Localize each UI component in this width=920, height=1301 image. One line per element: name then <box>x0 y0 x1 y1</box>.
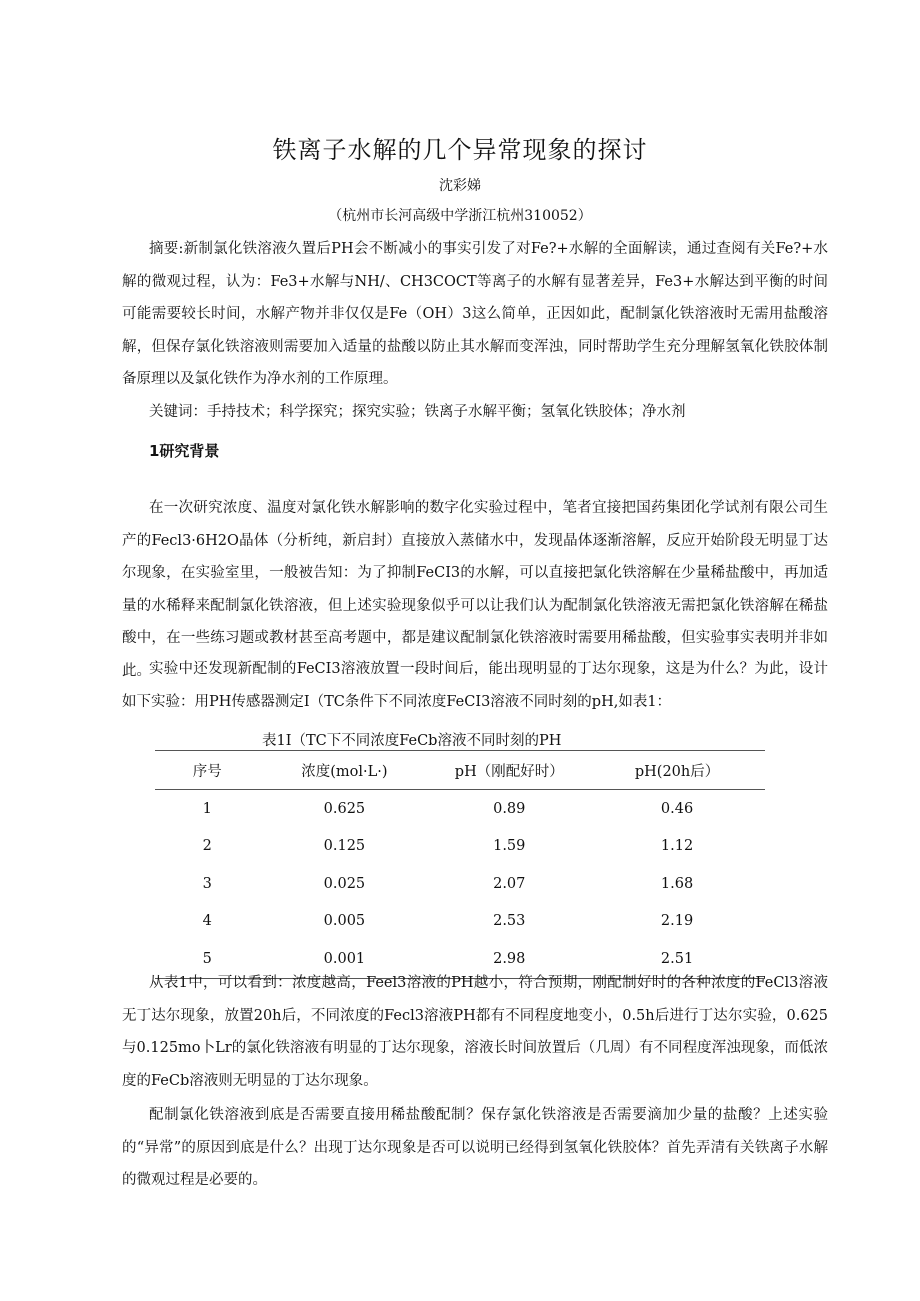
table-cell: 0.46 <box>660 800 694 817</box>
header-concentration: 浓度(mol·L·) <box>259 751 429 790</box>
ph-table <box>155 750 765 979</box>
table-cell: 0.625 <box>323 800 366 817</box>
paragraph-1: 在一次研究浓度、温度对氯化铁水解影响的数字化实验过程中，笔者宜接把国药集团化学试剂有限公司生产的Fecl3·6H2O晶体（分析纯，新启封）直接放入蒸储水中，发现晶体逐渐溶解，反应开始阶段无明显丁达尔现象，在实验室里，一般被告知：为了抑制FeCI3的水解，可以直接把氯化铁溶解在少量稀盐酸中，再加适量的水稀释来配制氯化铁溶液，但上述实验现象似乎可以让我们认为配制氯化铁溶液无需把氯化铁溶解在稀盐酸中，在一些练习题或教材甚至高考题中，都是建议配制氯化铁溶液时需要用稀盐酸，但实验事实表明并非如此。 <box>122 500 828 679</box>
header-ph-initial: pH（刚配好时） <box>429 751 589 790</box>
table-cell: 1 <box>202 800 212 817</box>
table-cell: 1.68 <box>660 875 694 892</box>
table-cell: 5 <box>155 940 259 978</box>
table-cell: 2 <box>202 838 212 855</box>
table-cell: 1.59 <box>493 838 526 855</box>
table-cell: 0.025 <box>323 875 366 892</box>
table-cell: 0.125 <box>323 838 366 855</box>
paragraph-3: 从表1中，可以看到：浓度越高，Feel3溶液的PH越小，符合预期，刚配制好时的各种浓度的FeCl3溶液无丁达尔现象，放置20h后，不同浓度的Fecl3溶液PH都有不同程度地变小，0.5h后进行丁达尔实验，0.625与0.125mo卜Lr的氯化铁溶液有明显的丁达尔现象，溶液长时间放置后（几周）有不同程度浑浊现象，而低浓度的FeCb溶液则无明显的丁达尔现象。 <box>122 975 828 1089</box>
table-row <box>155 828 765 866</box>
table-row <box>155 790 765 828</box>
abstract: 摘要:新制氯化铁溶液久置后PH会不断减小的事实引发了对Fe?+水解的全面解读，通过查阅有关Fe?+水解的微观过程，认为：Fe3+水解与NH/、CH3COCT等离子的水解有显著差异，Fe3+水解达到平衡的时间可能需要较长时间，水解产物并非仅仅是Fe（OH）3这么简单，正因如此，配制氯化铁溶液时无需用盐酸溶解，但保存氯化铁溶液则需要加入适量的盐酸以防止其水解而变浑浊，同时帮助学生充分理解氢氧化铁胶体制备原理以及氯化铁作为净水剂的工作原理。 <box>122 241 828 387</box>
table-cell: 3 <box>202 875 212 892</box>
paragraph-2: 实验中还发现新配制的FeCI3溶液放置一段时间后，能出现明显的丁达尔现象，这是为什么？为此，设计如下实验：用PH传感器测定I（TC条件下不同浓度FeCI3溶液不同时刻的pH,如表1： <box>122 661 828 710</box>
table-row <box>155 865 765 903</box>
section-heading: 1研究背景 <box>149 442 220 460</box>
header-index: 序号 <box>155 751 259 790</box>
table-cell: 4 <box>202 913 212 930</box>
table-header-row <box>155 751 765 790</box>
table-cell: 2.07 <box>493 875 526 892</box>
table-cell: 2.53 <box>493 913 526 930</box>
header-ph-20h: pH(20h后） <box>589 751 765 790</box>
table-cell: 0.89 <box>493 800 526 817</box>
keywords: 关键词：手持技术；科学探究；探究实验；铁离子水解平衡；氢氧化铁胶体；净水剂 <box>149 404 686 420</box>
table-cell: 2.98 <box>429 940 589 978</box>
document-title: 铁离子水解的几个异常现象的探讨 <box>272 136 648 164</box>
affiliation: （杭州市长河高级中学浙江杭州310052） <box>328 208 592 224</box>
paragraph-4: 配制氯化铁溶液到底是否需要直接用稀盐酸配制？保存氯化铁溶液是否需要滴加少量的盐酸？上述实验的“异常”的原因到底是什么？出现丁达尔现象是否可以说明已经得到氢氧化铁胶体？首先弄清有关铁离子水解的微观过程是必要的。 <box>122 1107 828 1188</box>
table-cell: 2.19 <box>660 913 694 930</box>
table-cell: 1.12 <box>660 838 694 855</box>
author: 沈彩娣 <box>439 178 481 194</box>
table-cell: 0.001 <box>259 940 429 978</box>
table-cell: 0.005 <box>323 913 366 930</box>
table-cell: 2.51 <box>589 940 765 978</box>
table-caption: 表1I（TC下不同浓度FeCb溶液不同时刻的PH <box>262 733 562 749</box>
table-row <box>155 903 765 941</box>
